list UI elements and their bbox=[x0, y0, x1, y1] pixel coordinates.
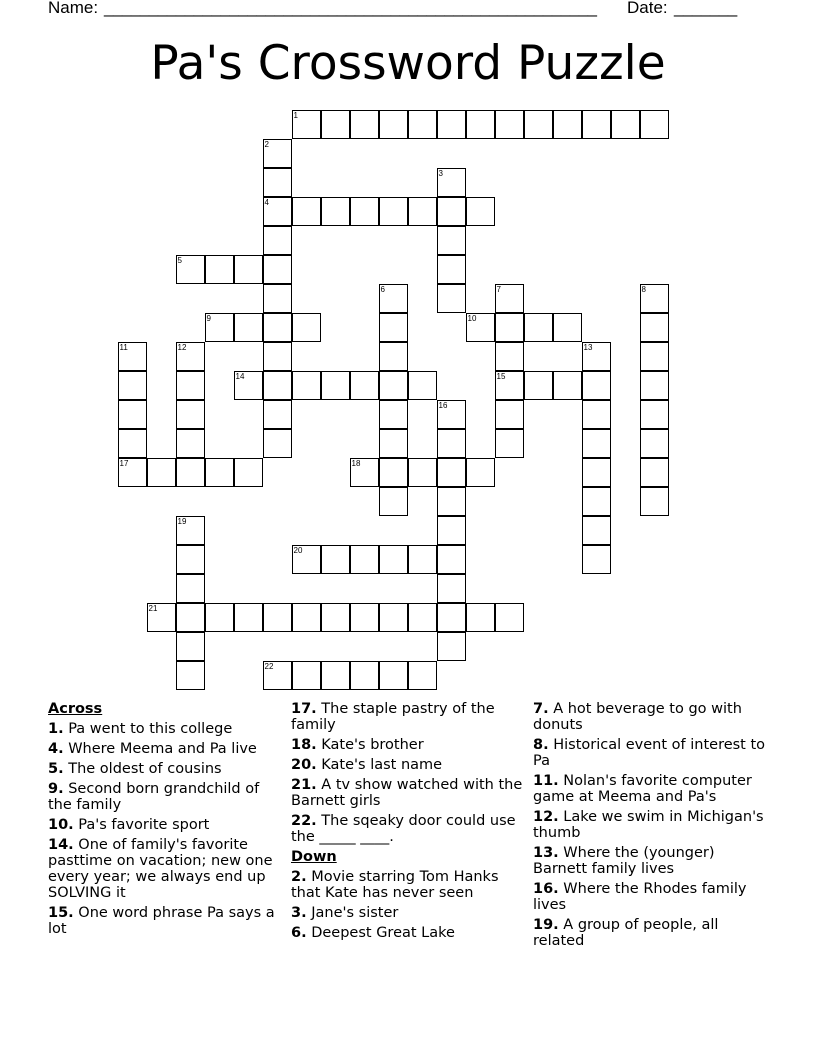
grid-cell[interactable] bbox=[640, 110, 669, 139]
clue-number: 12 bbox=[177, 342, 187, 352]
grid-cell[interactable] bbox=[408, 545, 437, 574]
grid-cell[interactable] bbox=[437, 255, 466, 284]
grid-cell[interactable] bbox=[321, 197, 350, 226]
clue-item-text: The staple pastry of the family bbox=[291, 701, 495, 733]
grid-cell[interactable] bbox=[263, 371, 292, 400]
grid-cell[interactable] bbox=[321, 110, 350, 139]
grid-cell[interactable] bbox=[263, 255, 292, 284]
clue-item bbox=[48, 721, 284, 737]
clue-item bbox=[533, 737, 769, 769]
clue-item-text: Jane's sister bbox=[306, 905, 399, 921]
grid-cell[interactable] bbox=[582, 342, 611, 371]
grid-cell[interactable] bbox=[582, 458, 611, 487]
clue-number: 14 bbox=[235, 371, 245, 381]
grid-cell[interactable] bbox=[524, 313, 553, 342]
grid-cell[interactable] bbox=[437, 226, 466, 255]
grid-cell[interactable] bbox=[640, 284, 669, 313]
grid-cell[interactable] bbox=[176, 371, 205, 400]
clue-item-text: Pa's favorite sport bbox=[73, 817, 210, 833]
clues-column-1 bbox=[48, 701, 284, 941]
grid-cell[interactable] bbox=[437, 632, 466, 661]
grid-cell[interactable] bbox=[466, 458, 495, 487]
clue-item bbox=[533, 701, 769, 733]
grid-cell[interactable] bbox=[640, 429, 669, 458]
grid-cell[interactable] bbox=[176, 342, 205, 371]
grid-cell[interactable] bbox=[582, 545, 611, 574]
clue-number: 22 bbox=[264, 661, 274, 671]
grid-cell[interactable] bbox=[524, 110, 553, 139]
grid-cell[interactable] bbox=[379, 110, 408, 139]
clue-item-text: One of family's favorite pasttime on vacation; new one every year; we always end up SOLVING it bbox=[48, 837, 273, 901]
clue-number: 2 bbox=[264, 139, 269, 149]
grid-cell[interactable] bbox=[408, 197, 437, 226]
grid-cell[interactable] bbox=[292, 371, 321, 400]
grid-cell[interactable] bbox=[437, 545, 466, 574]
grid-cell[interactable] bbox=[379, 545, 408, 574]
grid-cell[interactable] bbox=[350, 545, 379, 574]
clue-item-text: A tv show watched with the Barnett girls bbox=[291, 777, 523, 809]
clue-item bbox=[291, 905, 527, 921]
grid-cell[interactable] bbox=[379, 342, 408, 371]
clue-item bbox=[48, 905, 284, 937]
clue-number: 1 bbox=[293, 110, 298, 120]
grid-cell[interactable] bbox=[582, 110, 611, 139]
clue-item-number: 15. bbox=[48, 905, 74, 921]
grid-cell[interactable] bbox=[408, 661, 437, 690]
grid-cell[interactable] bbox=[292, 603, 321, 632]
clue-number: 10 bbox=[467, 313, 477, 323]
grid-cell[interactable] bbox=[205, 458, 234, 487]
grid-cell[interactable] bbox=[176, 574, 205, 603]
grid-cell[interactable] bbox=[437, 458, 466, 487]
grid-cell[interactable] bbox=[437, 516, 466, 545]
grid-cell[interactable] bbox=[437, 284, 466, 313]
clue-item bbox=[48, 761, 284, 777]
grid-cell[interactable] bbox=[408, 371, 437, 400]
grid-cell[interactable] bbox=[379, 197, 408, 226]
clue-number: 11 bbox=[119, 342, 128, 352]
grid-cell[interactable] bbox=[234, 371, 263, 400]
grid-cell[interactable] bbox=[263, 313, 292, 342]
clue-item-number: 17. bbox=[291, 701, 317, 717]
grid-cell[interactable] bbox=[640, 400, 669, 429]
grid-cell[interactable] bbox=[582, 429, 611, 458]
clue-item-text: Deepest Great Lake bbox=[306, 925, 455, 941]
grid-cell[interactable] bbox=[379, 603, 408, 632]
date-field[interactable]: _______ bbox=[674, 0, 737, 17]
clue-item-text: Where Meema and Pa live bbox=[63, 741, 257, 757]
clue-item bbox=[533, 773, 769, 805]
grid-cell[interactable] bbox=[263, 661, 292, 690]
clue-number: 9 bbox=[206, 313, 211, 323]
clue-number: 7 bbox=[496, 284, 501, 294]
clue-item-number: 14. bbox=[48, 837, 74, 853]
grid-cell[interactable] bbox=[379, 661, 408, 690]
grid-cell[interactable] bbox=[495, 603, 524, 632]
grid-cell[interactable] bbox=[437, 110, 466, 139]
grid-cell[interactable] bbox=[176, 516, 205, 545]
grid-cell[interactable] bbox=[408, 458, 437, 487]
clue-item bbox=[48, 817, 284, 833]
clue-item bbox=[291, 701, 527, 733]
clue-item bbox=[291, 757, 527, 773]
grid-cell[interactable] bbox=[640, 313, 669, 342]
clue-number: 13 bbox=[583, 342, 593, 352]
grid-cell[interactable] bbox=[176, 603, 205, 632]
grid-cell[interactable] bbox=[379, 284, 408, 313]
clue-number: 5 bbox=[177, 255, 182, 265]
clue-item bbox=[48, 781, 284, 813]
clue-item-text: A hot beverage to go with donuts bbox=[533, 701, 742, 733]
grid-cell[interactable] bbox=[147, 458, 176, 487]
grid-cell[interactable] bbox=[640, 342, 669, 371]
clues-column-3 bbox=[533, 701, 769, 953]
grid-cell[interactable] bbox=[176, 632, 205, 661]
clue-item-text: Kate's brother bbox=[316, 737, 424, 753]
grid-cell[interactable] bbox=[263, 284, 292, 313]
clue-section-heading: Across bbox=[48, 701, 103, 717]
clue-number: 19 bbox=[177, 516, 187, 526]
grid-cell[interactable] bbox=[495, 371, 524, 400]
grid-cell[interactable] bbox=[176, 429, 205, 458]
grid-cell[interactable] bbox=[263, 226, 292, 255]
clue-number: 6 bbox=[380, 284, 385, 294]
grid-cell[interactable] bbox=[437, 603, 466, 632]
grid-cell[interactable] bbox=[495, 284, 524, 313]
clue-item-text: Pa went to this college bbox=[63, 721, 233, 737]
clue-item-number: 4. bbox=[48, 741, 64, 757]
grid-cell[interactable] bbox=[495, 342, 524, 371]
clue-item-number: 21. bbox=[291, 777, 317, 793]
clue-item-text: Where the (younger) Barnett family lives bbox=[533, 845, 715, 877]
grid-cell[interactable] bbox=[437, 400, 466, 429]
grid-cell[interactable] bbox=[437, 197, 466, 226]
clue-item-number: 1. bbox=[48, 721, 64, 737]
grid-cell[interactable] bbox=[553, 110, 582, 139]
grid-cell[interactable] bbox=[437, 487, 466, 516]
grid-cell[interactable] bbox=[321, 545, 350, 574]
grid-cell[interactable] bbox=[321, 661, 350, 690]
grid-cell[interactable] bbox=[205, 255, 234, 284]
clue-number: 15 bbox=[496, 371, 506, 381]
clue-number: 18 bbox=[351, 458, 361, 468]
grid-cell[interactable] bbox=[350, 458, 379, 487]
grid-cell[interactable] bbox=[582, 487, 611, 516]
grid-cell[interactable] bbox=[118, 458, 147, 487]
grid-cell[interactable] bbox=[234, 458, 263, 487]
grid-cell[interactable] bbox=[495, 429, 524, 458]
grid-cell[interactable] bbox=[350, 371, 379, 400]
clue-number: 4 bbox=[264, 197, 269, 207]
clue-item bbox=[533, 881, 769, 913]
grid-cell[interactable] bbox=[176, 400, 205, 429]
clue-section-heading: Down bbox=[291, 849, 337, 865]
clue-item-text: Where the Rhodes family lives bbox=[533, 881, 747, 913]
grid-cell[interactable] bbox=[263, 603, 292, 632]
clue-item bbox=[533, 917, 769, 949]
clue-item-number: 13. bbox=[533, 845, 559, 861]
grid-cell[interactable] bbox=[321, 603, 350, 632]
grid-cell[interactable] bbox=[495, 313, 524, 342]
grid-cell[interactable] bbox=[263, 139, 292, 168]
clue-number: 3 bbox=[438, 168, 443, 178]
grid-cell[interactable] bbox=[379, 429, 408, 458]
grid-cell[interactable] bbox=[292, 661, 321, 690]
clue-number: 21 bbox=[148, 603, 158, 613]
grid-cell[interactable] bbox=[379, 458, 408, 487]
grid-cell[interactable] bbox=[466, 603, 495, 632]
grid-cell[interactable] bbox=[437, 429, 466, 458]
grid-cell[interactable] bbox=[466, 197, 495, 226]
clue-item bbox=[291, 777, 527, 809]
grid-cell[interactable] bbox=[640, 458, 669, 487]
clue-item-text: The sqeaky door could use the _____ ____. bbox=[291, 813, 516, 845]
grid-cell[interactable] bbox=[524, 371, 553, 400]
grid-cell[interactable] bbox=[553, 371, 582, 400]
clue-number: 17 bbox=[119, 458, 129, 468]
grid-cell[interactable] bbox=[234, 313, 263, 342]
clue-item-text: The oldest of cousins bbox=[63, 761, 222, 777]
grid-cell[interactable] bbox=[379, 400, 408, 429]
clue-item-number: 3. bbox=[291, 905, 307, 921]
grid-cell[interactable] bbox=[582, 400, 611, 429]
clue-item-number: 5. bbox=[48, 761, 64, 777]
grid-cell[interactable] bbox=[495, 400, 524, 429]
clue-item-number: 9. bbox=[48, 781, 64, 797]
clue-item-number: 10. bbox=[48, 817, 74, 833]
clue-item bbox=[48, 837, 284, 901]
grid-cell[interactable] bbox=[379, 371, 408, 400]
grid-cell[interactable] bbox=[379, 313, 408, 342]
clue-item-text: Lake we swim in Michigan's thumb bbox=[533, 809, 764, 841]
grid-cell[interactable] bbox=[640, 487, 669, 516]
grid-cell[interactable] bbox=[408, 110, 437, 139]
grid-cell[interactable] bbox=[321, 371, 350, 400]
grid-cell[interactable] bbox=[350, 661, 379, 690]
clue-item-number: 12. bbox=[533, 809, 559, 825]
grid-cell[interactable] bbox=[205, 313, 234, 342]
grid-cell[interactable] bbox=[292, 545, 321, 574]
clues-column-2 bbox=[291, 701, 527, 945]
name-label: Name: bbox=[48, 0, 99, 17]
grid-cell[interactable] bbox=[263, 429, 292, 458]
grid-cell[interactable] bbox=[118, 342, 147, 371]
grid-cell[interactable] bbox=[582, 516, 611, 545]
clue-number: 20 bbox=[293, 545, 303, 555]
grid-cell[interactable] bbox=[118, 371, 147, 400]
clue-item-text: One word phrase Pa says a lot bbox=[48, 905, 275, 937]
page-title: Pa's Crossword Puzzle bbox=[150, 36, 666, 91]
grid-cell[interactable] bbox=[640, 371, 669, 400]
clue-item-text: Movie starring Tom Hanks that Kate has never seen bbox=[291, 869, 499, 901]
grid-cell[interactable] bbox=[292, 110, 321, 139]
clue-item-number: 8. bbox=[533, 737, 549, 753]
grid-cell[interactable] bbox=[263, 400, 292, 429]
grid-cell[interactable] bbox=[350, 110, 379, 139]
clue-item-number: 22. bbox=[291, 813, 317, 829]
name-field[interactable]: _______________________________________________________ bbox=[104, 0, 597, 17]
grid-cell[interactable] bbox=[611, 110, 640, 139]
grid-cell[interactable] bbox=[466, 110, 495, 139]
clue-number: 8 bbox=[641, 284, 646, 294]
grid-cell[interactable] bbox=[118, 429, 147, 458]
grid-cell[interactable] bbox=[263, 197, 292, 226]
date-label: Date: bbox=[627, 0, 668, 17]
grid-cell[interactable] bbox=[263, 168, 292, 197]
grid-cell[interactable] bbox=[437, 168, 466, 197]
clue-item bbox=[291, 925, 527, 941]
clue-item-number: 20. bbox=[291, 757, 317, 773]
grid-cell[interactable] bbox=[350, 197, 379, 226]
grid-cell[interactable] bbox=[263, 342, 292, 371]
grid-cell[interactable] bbox=[147, 603, 176, 632]
grid-cell[interactable] bbox=[466, 313, 495, 342]
clue-item-text: Nolan's favorite computer game at Meema and Pa's bbox=[533, 773, 752, 805]
grid-cell[interactable] bbox=[234, 603, 263, 632]
grid-cell[interactable] bbox=[495, 110, 524, 139]
clue-item bbox=[48, 741, 284, 757]
grid-cell[interactable] bbox=[292, 313, 321, 342]
grid-cell[interactable] bbox=[176, 458, 205, 487]
clue-item-number: 6. bbox=[291, 925, 307, 941]
grid-cell[interactable] bbox=[176, 255, 205, 284]
clue-item bbox=[291, 813, 527, 845]
grid-cell[interactable] bbox=[379, 487, 408, 516]
grid-cell[interactable] bbox=[553, 313, 582, 342]
grid-cell[interactable] bbox=[176, 661, 205, 690]
grid-cell[interactable] bbox=[205, 603, 234, 632]
grid-cell[interactable] bbox=[350, 603, 379, 632]
grid-cell[interactable] bbox=[292, 197, 321, 226]
grid-cell[interactable] bbox=[118, 400, 147, 429]
clue-item-number: 18. bbox=[291, 737, 317, 753]
clue-item bbox=[291, 869, 527, 901]
clue-item bbox=[291, 737, 527, 753]
grid-cell[interactable] bbox=[582, 371, 611, 400]
clue-item-number: 11. bbox=[533, 773, 559, 789]
grid-cell[interactable] bbox=[176, 545, 205, 574]
clue-item bbox=[533, 809, 769, 841]
grid-cell[interactable] bbox=[234, 255, 263, 284]
clue-item bbox=[533, 845, 769, 877]
clue-item-text: Kate's last name bbox=[316, 757, 443, 773]
clue-item-number: 2. bbox=[291, 869, 307, 885]
clue-item-number: 16. bbox=[533, 881, 559, 897]
clue-item-number: 7. bbox=[533, 701, 549, 717]
grid-cell[interactable] bbox=[408, 603, 437, 632]
clue-item-text: Historical event of interest to Pa bbox=[533, 737, 766, 769]
clue-item-text: A group of people, all related bbox=[533, 917, 719, 949]
clue-item-number: 19. bbox=[533, 917, 559, 933]
grid-cell[interactable] bbox=[437, 574, 466, 603]
clue-number: 16 bbox=[438, 400, 448, 410]
clue-item-text: Second born grandchild of the family bbox=[48, 781, 260, 813]
